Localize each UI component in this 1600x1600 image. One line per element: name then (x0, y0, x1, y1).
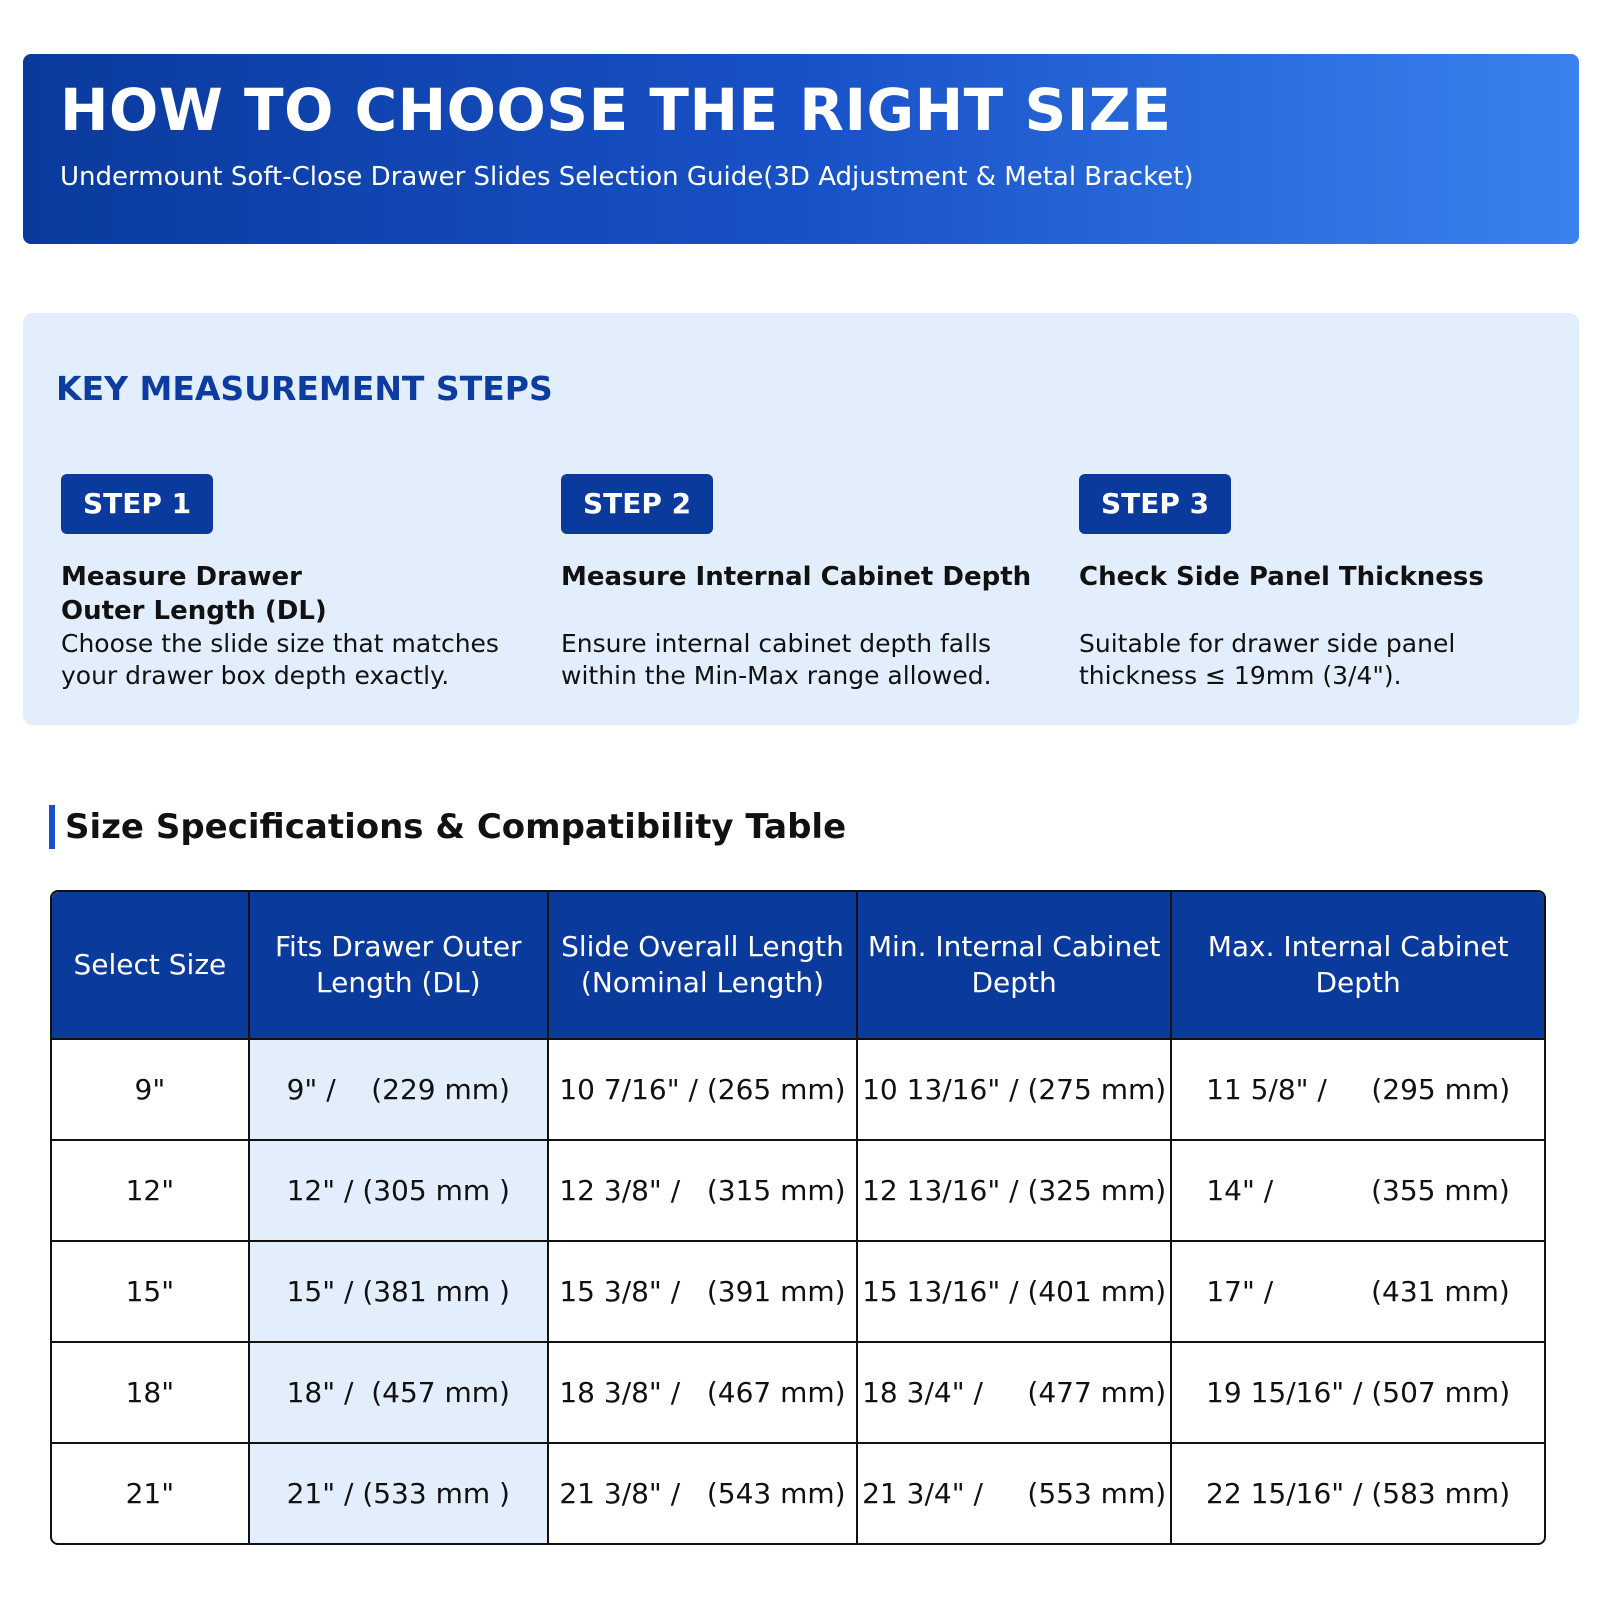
step-2-badge: STEP 2 (561, 474, 713, 534)
table-row (52, 1240, 1544, 1341)
page-subtitle: Undermount Soft-Close Drawer Slides Selection Guide(3D Adjustment & Metal Bracket) (60, 162, 1194, 192)
cell-fits-drawer-length: 21" / (533 mm ) (250, 1442, 549, 1543)
header-slide-overall-length: Slide Overall Length (Nominal Length) (549, 892, 858, 1038)
cell-slide-overall-length: 21 3/8" / (543 mm) (549, 1442, 858, 1543)
measurement-steps-panel (23, 313, 1579, 725)
table-row (52, 1038, 1544, 1139)
cell-select-size: 9" (52, 1038, 250, 1139)
step-3-heading: Check Side Panel Thickness (1079, 562, 1484, 592)
cell-fits-drawer-length: 12" / (305 mm ) (250, 1139, 549, 1240)
cell-select-size: 21" (52, 1442, 250, 1543)
step-2-description: Ensure internal cabinet depth falls within the Min-Max range allowed. (561, 629, 992, 690)
step-3 (1079, 474, 1559, 692)
header-min-cabinet-depth: Min. Internal Cabinet Depth (858, 892, 1172, 1038)
step-2 (561, 474, 1041, 692)
steps-title: KEY MEASUREMENT STEPS (56, 369, 553, 408)
cell-max-cabinet-depth: 19 15/16" / (507 mm) (1172, 1341, 1544, 1442)
table-header-row (52, 892, 1544, 1038)
cell-select-size: 18" (52, 1341, 250, 1442)
step-1-badge: STEP 1 (61, 474, 213, 534)
header-select-size: Select Size (52, 892, 250, 1038)
table-title: Size Specifications & Compatibility Table (49, 805, 846, 849)
table-row (52, 1442, 1544, 1543)
step-1-description: Choose the slide size that matches your drawer box depth exactly. (61, 629, 499, 690)
cell-max-cabinet-depth: 22 15/16" / (583 mm) (1172, 1442, 1544, 1543)
header-fits-drawer-length: Fits Drawer Outer Length (DL) (250, 892, 549, 1038)
step-1-heading: Measure Drawer Outer Length (DL) (61, 562, 327, 626)
cell-select-size: 15" (52, 1240, 250, 1341)
cell-fits-drawer-length: 15" / (381 mm ) (250, 1240, 549, 1341)
cell-fits-drawer-length: 18" / (457 mm) (250, 1341, 549, 1442)
cell-min-cabinet-depth: 18 3/4" / (477 mm) (858, 1341, 1172, 1442)
cell-max-cabinet-depth: 14" / (355 mm) (1172, 1139, 1544, 1240)
step-2-heading: Measure Internal Cabinet Depth (561, 562, 1032, 592)
cell-fits-drawer-length: 9" / (229 mm) (250, 1038, 549, 1139)
step-1 (61, 474, 541, 692)
size-specification-table (50, 890, 1546, 1545)
cell-min-cabinet-depth: 12 13/16" / (325 mm) (858, 1139, 1172, 1240)
cell-max-cabinet-depth: 17" / (431 mm) (1172, 1240, 1544, 1341)
cell-select-size: 12" (52, 1139, 250, 1240)
step-3-badge: STEP 3 (1079, 474, 1231, 534)
page-title: HOW TO CHOOSE THE RIGHT SIZE (60, 76, 1172, 144)
cell-max-cabinet-depth: 11 5/8" / (295 mm) (1172, 1038, 1544, 1139)
cell-slide-overall-length: 12 3/8" / (315 mm) (549, 1139, 858, 1240)
step-3-description: Suitable for drawer side panel thickness ≤ 19mm (3/4"). (1079, 629, 1456, 690)
cell-slide-overall-length: 15 3/8" / (391 mm) (549, 1240, 858, 1341)
header-banner (23, 54, 1579, 244)
cell-min-cabinet-depth: 21 3/4" / (553 mm) (858, 1442, 1172, 1543)
table-row (52, 1139, 1544, 1240)
table-row (52, 1341, 1544, 1442)
cell-min-cabinet-depth: 15 13/16" / (401 mm) (858, 1240, 1172, 1341)
cell-slide-overall-length: 10 7/16" / (265 mm) (549, 1038, 858, 1139)
cell-min-cabinet-depth: 10 13/16" / (275 mm) (858, 1038, 1172, 1139)
header-max-cabinet-depth: Max. Internal Cabinet Depth (1172, 892, 1544, 1038)
cell-slide-overall-length: 18 3/8" / (467 mm) (549, 1341, 858, 1442)
